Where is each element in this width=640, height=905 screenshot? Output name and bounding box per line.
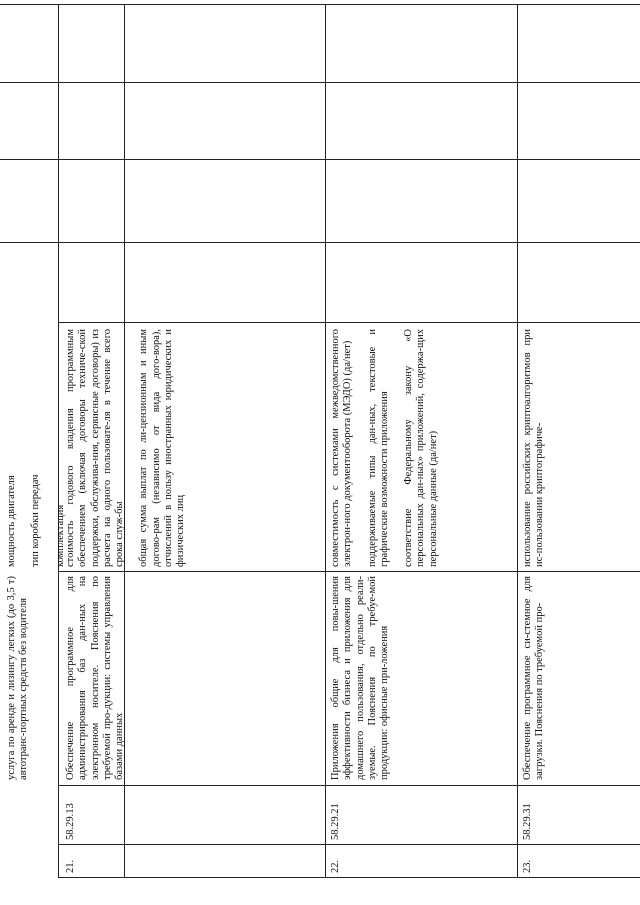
grid-line [0,82,640,83]
grid-line [58,785,640,786]
feature-item: соответствие Федеральному закону «О персональных дан-ных» приложений, содержа-щих персональные данные (да/нет) [403,329,439,567]
row-21-features [65,326,188,570]
row-0-name: услуга по аренде и лизингу легких (до 3,5 т) автотранс-портных средств без водителя [6,576,30,780]
feature-item: мощность двигателя [6,475,17,567]
grid-line [0,4,640,5]
feature-item: использование российских криптоалгоритмов при ис-пользовании криптографиче- [522,329,546,567]
row-22-features [330,326,440,570]
feature-item: общая сумма выплат по ли-цензионным и иным догово-рам (независимо от вида дого-вора), отчислений в пользу иностранных юридических и физических лиц [138,329,187,567]
row-23-features [522,326,547,570]
row-21-number: 21. [65,859,76,873]
grid-line [58,571,640,572]
row-21-code: 58.29.13 [65,803,76,840]
row-22-number: 22. [330,859,341,873]
feature-item: тип коробки передач [30,474,42,567]
grid-line [58,844,640,845]
row-23-code: 58.29.31 [522,803,533,840]
row-22-name: Приложения общие для повы-шения эффективности бизнеса и приложения для домашнего пользования, отдельно реали-зуемые. Пояснения по требуе-мой продукции: офисные при-ложения [330,576,391,780]
feature-item: комплектация [54,504,66,567]
row-0-features [6,326,67,570]
grid-line [58,322,640,323]
feature-item: совместимость с системами межведомственного электрон-ного документооборота (МЭДО) (да/нет) [330,329,354,567]
feature-item: стоимость годового владения программным обеспечением (включая договоры техниче-ской поддержки, обслужива-ния, сервисные договоры) из расчета на одного пользовате-ля в течение всего срока служ-бы [65,329,126,567]
grid-line [325,5,326,878]
row-22-code: 58.29.21 [330,803,341,840]
grid-line [0,159,640,160]
row-23-number: 23. [522,859,533,873]
row-21-name: Обеспечение программное для администрирования баз дан-ных на электронном носителе. Пояснения по требуемой про-дукции: системы управления базами данных [65,576,126,780]
row-23-name: Обеспечение программное си-стемное для загрузки. Пояснения по требуемой про- [522,576,546,780]
grid-line [517,5,518,878]
grid-line [58,877,640,878]
feature-item: поддерживаемые типы дан-ных, текстовые и графические возможности приложения [366,329,390,567]
grid-line [0,242,640,243]
